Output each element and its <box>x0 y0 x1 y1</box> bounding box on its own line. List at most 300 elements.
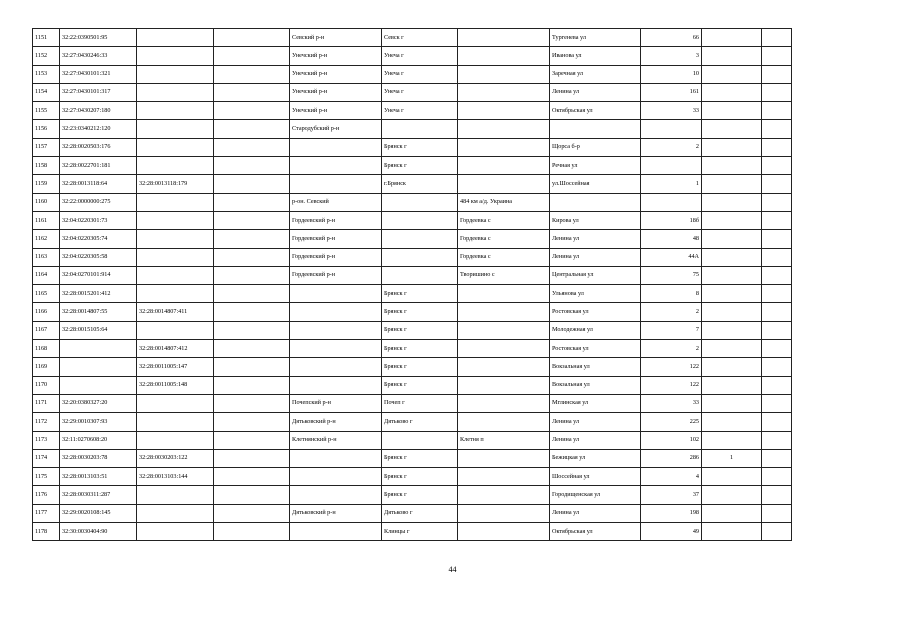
cadastral-number-2-cell <box>137 486 214 504</box>
city-cell: Брянск г <box>382 138 458 156</box>
table-row <box>33 120 792 138</box>
table-row <box>33 358 792 376</box>
street-cell: Вокзальная ул <box>550 358 641 376</box>
cadastral-number-cell: 32:04:0220301:73 <box>60 211 137 229</box>
empty-cell <box>214 321 290 339</box>
settlement-cell <box>458 413 550 431</box>
house-number-cell: 102 <box>641 431 702 449</box>
empty-cell <box>762 230 792 248</box>
cadastral-number-2-cell <box>137 523 214 541</box>
district-cell: Унечский р-н <box>290 47 382 65</box>
table-row <box>33 175 792 193</box>
empty-cell <box>214 47 290 65</box>
house-number-cell: 2 <box>641 340 702 358</box>
house-number-cell: 225 <box>641 413 702 431</box>
cadastral-number-2-cell: 32:28:0013118:179 <box>137 175 214 193</box>
table-row <box>33 285 792 303</box>
cadastral-number-cell: 32:20:0380327:20 <box>60 394 137 412</box>
house-number-cell: 33 <box>641 394 702 412</box>
cadastral-number-cell: 32:28:0015105:64 <box>60 321 137 339</box>
settlement-cell <box>458 523 550 541</box>
district-cell <box>290 340 382 358</box>
cadastral-number-cell: 32:29:0010307:93 <box>60 413 137 431</box>
house-number-cell: 2 <box>641 303 702 321</box>
house-number-cell <box>641 157 702 175</box>
city-cell <box>382 120 458 138</box>
city-cell: Унеча г <box>382 47 458 65</box>
table-row <box>33 431 792 449</box>
street-cell: Ростовская ул <box>550 340 641 358</box>
empty-cell <box>762 376 792 394</box>
settlement-cell: Гордеевка с <box>458 211 550 229</box>
street-cell: Вокзальная ул <box>550 376 641 394</box>
row-number-cell: 1151 <box>33 29 60 47</box>
empty-cell <box>762 83 792 101</box>
empty-cell <box>762 340 792 358</box>
street-cell: Щорса б-р <box>550 138 641 156</box>
city-cell: Клинцы г <box>382 523 458 541</box>
city-cell: Брянск г <box>382 285 458 303</box>
house-number-cell: 161 <box>641 83 702 101</box>
cadastral-number-cell: 32:28:0015201:412 <box>60 285 137 303</box>
settlement-cell <box>458 358 550 376</box>
empty-cell <box>762 523 792 541</box>
empty-cell <box>762 504 792 522</box>
settlement-cell: Творишино с <box>458 266 550 284</box>
empty-cell <box>214 230 290 248</box>
building-cell <box>702 47 762 65</box>
house-number-cell: 49 <box>641 523 702 541</box>
row-number-cell: 1177 <box>33 504 60 522</box>
page-number: 44 <box>448 565 457 574</box>
street-cell: Шоссейная ул <box>550 468 641 486</box>
empty-cell <box>214 468 290 486</box>
cadastral-number-cell <box>60 376 137 394</box>
city-cell: Брянск г <box>382 376 458 394</box>
empty-cell <box>762 47 792 65</box>
building-cell <box>702 468 762 486</box>
row-number-cell: 1173 <box>33 431 60 449</box>
building-cell <box>702 358 762 376</box>
city-cell: Унеча г <box>382 83 458 101</box>
empty-cell <box>214 358 290 376</box>
table-row <box>33 413 792 431</box>
table-row <box>33 266 792 284</box>
building-cell: 1 <box>702 449 762 467</box>
street-cell: Мглинская ул <box>550 394 641 412</box>
district-cell <box>290 358 382 376</box>
empty-cell <box>762 321 792 339</box>
street-cell: Городищенская ул <box>550 486 641 504</box>
house-number-cell <box>641 120 702 138</box>
house-number-cell: 4 <box>641 468 702 486</box>
table-row <box>33 230 792 248</box>
building-cell <box>702 303 762 321</box>
table-row <box>33 340 792 358</box>
cadastral-number-2-cell <box>137 211 214 229</box>
city-cell: Брянск г <box>382 157 458 175</box>
building-cell <box>702 340 762 358</box>
district-cell <box>290 523 382 541</box>
empty-cell <box>214 102 290 120</box>
house-number-cell: 8 <box>641 285 702 303</box>
district-cell: Унечский р-н <box>290 83 382 101</box>
house-number-cell: 66 <box>641 29 702 47</box>
settlement-cell <box>458 138 550 156</box>
empty-cell <box>214 211 290 229</box>
cadastral-number-cell: 32:29:0020108:145 <box>60 504 137 522</box>
settlement-cell <box>458 29 550 47</box>
empty-cell <box>762 175 792 193</box>
empty-cell <box>762 358 792 376</box>
district-cell <box>290 486 382 504</box>
table-row <box>33 211 792 229</box>
street-cell: Бежицкая ул <box>550 449 641 467</box>
row-number-cell: 1156 <box>33 120 60 138</box>
city-cell: Почеп г <box>382 394 458 412</box>
row-number-cell: 1169 <box>33 358 60 376</box>
building-cell <box>702 394 762 412</box>
settlement-cell <box>458 102 550 120</box>
district-cell: Унечский р-н <box>290 102 382 120</box>
empty-cell <box>762 394 792 412</box>
row-number-cell: 1152 <box>33 47 60 65</box>
settlement-cell <box>458 340 550 358</box>
settlement-cell <box>458 285 550 303</box>
house-number-cell: 122 <box>641 376 702 394</box>
house-number-cell: 286 <box>641 449 702 467</box>
district-cell <box>290 303 382 321</box>
cadastral-number-cell: 32:28:0014807:55 <box>60 303 137 321</box>
empty-cell <box>214 193 290 211</box>
empty-cell <box>214 449 290 467</box>
row-number-cell: 1158 <box>33 157 60 175</box>
street-cell: Ленина ул <box>550 413 641 431</box>
settlement-cell <box>458 321 550 339</box>
empty-cell <box>214 504 290 522</box>
street-cell: Речная ул <box>550 157 641 175</box>
cadastral-number-cell: 32:27:0430207:180 <box>60 102 137 120</box>
row-number-cell: 1153 <box>33 65 60 83</box>
settlement-cell <box>458 376 550 394</box>
table-row <box>33 486 792 504</box>
row-number-cell: 1159 <box>33 175 60 193</box>
district-cell: Гордеевский р-н <box>290 248 382 266</box>
empty-cell <box>762 248 792 266</box>
table-row <box>33 248 792 266</box>
table-row <box>33 376 792 394</box>
cadastral-number-2-cell <box>137 266 214 284</box>
settlement-cell <box>458 394 550 412</box>
district-cell: Почепский р-н <box>290 394 382 412</box>
district-cell: р-он. Севский <box>290 193 382 211</box>
cadastral-number-cell: 32:28:0030203:78 <box>60 449 137 467</box>
settlement-cell <box>458 449 550 467</box>
building-cell <box>702 193 762 211</box>
empty-cell <box>214 83 290 101</box>
street-cell: Центральная ул <box>550 266 641 284</box>
building-cell <box>702 376 762 394</box>
settlement-cell <box>458 303 550 321</box>
district-cell: Унечский р-н <box>290 65 382 83</box>
empty-cell <box>214 248 290 266</box>
city-cell: г.Брянск <box>382 175 458 193</box>
street-cell: Октябрьская ул <box>550 102 641 120</box>
cadastral-number-cell: 32:28:0022701:181 <box>60 157 137 175</box>
building-cell <box>702 248 762 266</box>
row-number-cell: 1160 <box>33 193 60 211</box>
empty-cell <box>214 65 290 83</box>
cadastral-number-2-cell: 32:28:0014807:411 <box>137 303 214 321</box>
settlement-cell: Гордеевка с <box>458 230 550 248</box>
district-cell <box>290 449 382 467</box>
city-cell <box>382 431 458 449</box>
row-number-cell: 1167 <box>33 321 60 339</box>
building-cell <box>702 523 762 541</box>
row-number-cell: 1178 <box>33 523 60 541</box>
cadastral-number-cell: 32:27:0430101:317 <box>60 83 137 101</box>
cadastral-number-2-cell <box>137 29 214 47</box>
table-row <box>33 303 792 321</box>
empty-cell <box>214 285 290 303</box>
empty-cell <box>214 523 290 541</box>
city-cell: Унеча г <box>382 65 458 83</box>
empty-cell <box>214 120 290 138</box>
district-cell <box>290 175 382 193</box>
building-cell <box>702 138 762 156</box>
cadastral-number-cell: 32:28:0013103:51 <box>60 468 137 486</box>
district-cell: Севский р-н <box>290 29 382 47</box>
cadastral-number-cell: 32:27:0430246:33 <box>60 47 137 65</box>
row-number-cell: 1161 <box>33 211 60 229</box>
settlement-cell <box>458 175 550 193</box>
street-cell: Тургенева ул <box>550 29 641 47</box>
city-cell: Унеча г <box>382 102 458 120</box>
empty-cell <box>762 449 792 467</box>
empty-cell <box>214 266 290 284</box>
house-number-cell: 18б <box>641 211 702 229</box>
house-number-cell <box>641 193 702 211</box>
table-row <box>33 321 792 339</box>
street-cell: Ленина ул <box>550 248 641 266</box>
table-row <box>33 193 792 211</box>
row-number-cell: 1168 <box>33 340 60 358</box>
house-number-cell: 2 <box>641 138 702 156</box>
house-number-cell: 1 <box>641 175 702 193</box>
district-cell: Гордеевский р-н <box>290 211 382 229</box>
building-cell <box>702 230 762 248</box>
empty-cell <box>214 431 290 449</box>
cadastral-number-2-cell <box>137 47 214 65</box>
settlement-cell <box>458 83 550 101</box>
table-row <box>33 157 792 175</box>
building-cell <box>702 65 762 83</box>
cadastral-number-2-cell <box>137 394 214 412</box>
cadastral-number-cell: 32:22:0390501:95 <box>60 29 137 47</box>
cadastral-number-cell: 32:04:0270101:914 <box>60 266 137 284</box>
row-number-cell: 1176 <box>33 486 60 504</box>
building-cell <box>702 29 762 47</box>
district-cell <box>290 138 382 156</box>
building-cell <box>702 120 762 138</box>
cadastral-number-2-cell <box>137 65 214 83</box>
row-number-cell: 1165 <box>33 285 60 303</box>
cadastral-number-cell: 32:28:0020503:176 <box>60 138 137 156</box>
district-cell: Дятьковский р-н <box>290 504 382 522</box>
district-cell <box>290 321 382 339</box>
empty-cell <box>762 102 792 120</box>
cadastral-number-2-cell <box>137 413 214 431</box>
cadastral-number-cell: 32:11:0270608:20 <box>60 431 137 449</box>
city-cell: Брянск г <box>382 340 458 358</box>
cadastral-number-2-cell <box>137 431 214 449</box>
street-cell <box>550 193 641 211</box>
district-cell: Гордеевский р-н <box>290 266 382 284</box>
street-cell: Ленина ул <box>550 83 641 101</box>
city-cell: Брянск г <box>382 486 458 504</box>
building-cell <box>702 83 762 101</box>
street-cell: Ульянова ул <box>550 285 641 303</box>
settlement-cell <box>458 468 550 486</box>
empty-cell <box>762 468 792 486</box>
settlement-cell: 484 км а/д. Украина <box>458 193 550 211</box>
settlement-cell <box>458 120 550 138</box>
building-cell <box>702 175 762 193</box>
row-number-cell: 1163 <box>33 248 60 266</box>
district-cell <box>290 157 382 175</box>
empty-cell <box>762 29 792 47</box>
empty-cell <box>214 340 290 358</box>
empty-cell <box>214 29 290 47</box>
street-cell: Заречная ул <box>550 65 641 83</box>
cadastral-number-2-cell <box>137 102 214 120</box>
settlement-cell: Клетня п <box>458 431 550 449</box>
empty-cell <box>762 193 792 211</box>
settlement-cell: Гордеевка с <box>458 248 550 266</box>
city-cell: Брянск г <box>382 449 458 467</box>
district-cell <box>290 285 382 303</box>
empty-cell <box>214 394 290 412</box>
row-number-cell: 1166 <box>33 303 60 321</box>
row-number-cell: 1155 <box>33 102 60 120</box>
empty-cell <box>214 376 290 394</box>
empty-cell <box>762 157 792 175</box>
row-number-cell: 1170 <box>33 376 60 394</box>
cadastral-number-cell <box>60 358 137 376</box>
house-number-cell: 198 <box>641 504 702 522</box>
row-number-cell: 1154 <box>33 83 60 101</box>
table-row <box>33 523 792 541</box>
cadastral-number-2-cell: 32:28:0030203:122 <box>137 449 214 467</box>
building-cell <box>702 504 762 522</box>
empty-cell <box>214 157 290 175</box>
city-cell: Брянск г <box>382 303 458 321</box>
table-row <box>33 47 792 65</box>
building-cell <box>702 413 762 431</box>
row-number-cell: 1175 <box>33 468 60 486</box>
building-cell <box>702 266 762 284</box>
settlement-cell <box>458 157 550 175</box>
cadastral-number-cell: 32:22:0000000:275 <box>60 193 137 211</box>
cadastral-number-cell <box>60 340 137 358</box>
cadastral-number-2-cell <box>137 193 214 211</box>
empty-cell <box>762 431 792 449</box>
table-row <box>33 29 792 47</box>
table-row <box>33 449 792 467</box>
table-row <box>33 468 792 486</box>
street-cell: Молодежная ул <box>550 321 641 339</box>
city-cell <box>382 193 458 211</box>
house-number-cell: 37 <box>641 486 702 504</box>
table-row <box>33 138 792 156</box>
city-cell <box>382 248 458 266</box>
empty-cell <box>762 266 792 284</box>
cadastral-number-2-cell <box>137 83 214 101</box>
row-number-cell: 1164 <box>33 266 60 284</box>
empty-cell <box>762 303 792 321</box>
city-cell: Брянск г <box>382 321 458 339</box>
row-number-cell: 1172 <box>33 413 60 431</box>
district-cell: Дятьковский р-н <box>290 413 382 431</box>
cadastral-number-cell: 32:27:0430101:321 <box>60 65 137 83</box>
cadastral-number-2-cell <box>137 230 214 248</box>
building-cell <box>702 486 762 504</box>
city-cell <box>382 266 458 284</box>
cadastral-number-2-cell <box>137 138 214 156</box>
house-number-cell: 33 <box>641 102 702 120</box>
cadastral-number-cell: 32:23:0340212:120 <box>60 120 137 138</box>
empty-cell <box>214 413 290 431</box>
cadastral-number-2-cell: 32:28:0011005:148 <box>137 376 214 394</box>
empty-cell <box>214 486 290 504</box>
empty-cell <box>762 285 792 303</box>
house-number-cell: 44А <box>641 248 702 266</box>
building-cell <box>702 321 762 339</box>
cadastral-number-2-cell: 32:28:0013103:144 <box>137 468 214 486</box>
cadastral-number-2-cell <box>137 285 214 303</box>
registry-table <box>32 28 792 541</box>
row-number-cell: 1174 <box>33 449 60 467</box>
cadastral-number-cell: 32:04:0220305:58 <box>60 248 137 266</box>
cadastral-number-2-cell <box>137 157 214 175</box>
house-number-cell: 75 <box>641 266 702 284</box>
house-number-cell: 7 <box>641 321 702 339</box>
street-cell: Кирова ул <box>550 211 641 229</box>
district-cell: Стародубский р-н <box>290 120 382 138</box>
street-cell <box>550 120 641 138</box>
street-cell: Ленина ул <box>550 504 641 522</box>
cadastral-number-cell: 32:28:0030311:287 <box>60 486 137 504</box>
table-body <box>33 29 792 541</box>
cadastral-number-2-cell <box>137 248 214 266</box>
district-cell <box>290 468 382 486</box>
cadastral-number-cell: 32:28:0013118:64 <box>60 175 137 193</box>
table-row <box>33 394 792 412</box>
empty-cell <box>762 486 792 504</box>
row-number-cell: 1157 <box>33 138 60 156</box>
street-cell: Ленина ул <box>550 431 641 449</box>
house-number-cell: 122 <box>641 358 702 376</box>
settlement-cell <box>458 65 550 83</box>
house-number-cell: 10 <box>641 65 702 83</box>
street-cell: Ленина ул <box>550 230 641 248</box>
empty-cell <box>762 211 792 229</box>
cadastral-number-2-cell <box>137 504 214 522</box>
city-cell <box>382 230 458 248</box>
empty-cell <box>762 120 792 138</box>
empty-cell <box>214 175 290 193</box>
building-cell <box>702 431 762 449</box>
